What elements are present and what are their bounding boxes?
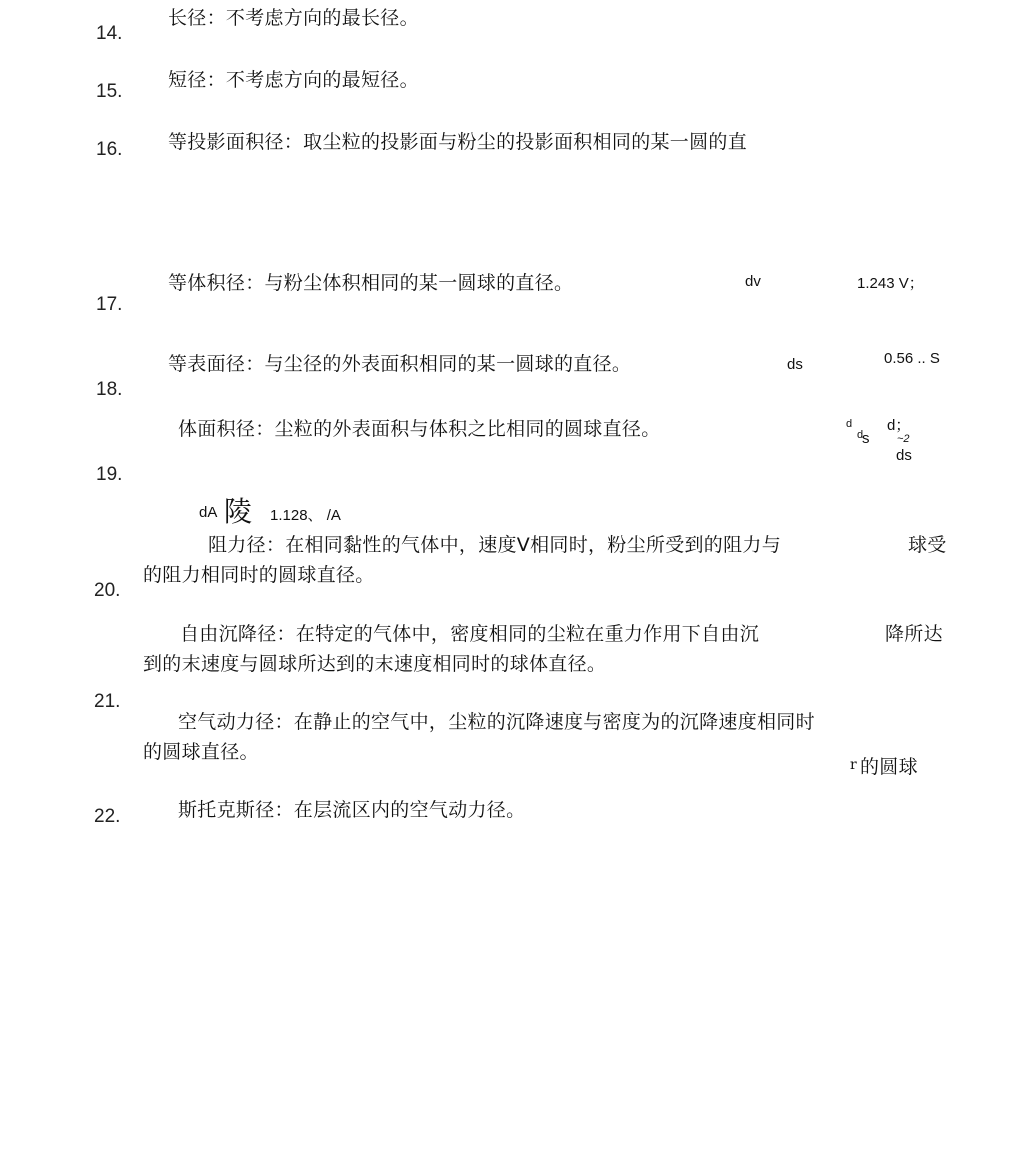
item-18-text: 等表面径：与尘径的外表面积相同的某一圆球的直径。	[168, 353, 632, 375]
item-19-number: 19.	[96, 464, 123, 485]
item-17-number: 17.	[96, 294, 123, 315]
item-15-number: 15.	[96, 81, 123, 102]
item-21-text-line2: 到的末速度与圆球所达到的末速度相同时的球体直径。	[143, 653, 607, 675]
item-20-number: 20.	[94, 580, 121, 601]
item-18-number: 18.	[96, 379, 123, 400]
dv-label: dv	[745, 273, 761, 290]
item-15-text: 短径：不考虑方向的最短径。	[168, 69, 419, 91]
item-22-text: 斯托克斯径：在层流区内的空气动力径。	[178, 799, 526, 821]
aero-text: 空气动力径：在静止的空气中，尘粒的沉降速度与密度为的沉降速度相同时	[178, 711, 815, 733]
item-19-text: 体面积径：尘粒的外表面积与体积之比相同的圆球直径。	[178, 418, 661, 440]
aero-aside-symbol: r	[850, 757, 857, 773]
aero-aside: 的圆球	[860, 756, 918, 778]
sv-d: d	[846, 418, 853, 430]
dv-value: 1.243 V；	[857, 275, 924, 292]
item-14-text: 长径：不考虑方向的最长径。	[168, 7, 419, 29]
item-17-text: 等体积径：与粉尘体积相同的某一圆球的直径。	[168, 272, 574, 294]
item-14-number: 14.	[96, 23, 123, 44]
ds-label: ds	[787, 356, 803, 373]
sv-s: s	[862, 430, 870, 447]
sv-numerator: d；	[887, 417, 911, 434]
item-21-text: 自由沉降径：在特定的气体中，密度相同的尘粒在重力作用下自由沉	[180, 623, 760, 645]
item-16-number: 16.	[96, 139, 123, 160]
item-16-text: 等投影面积径：取尘粒的投影面与粉尘的投影面积相同的某一圆的直	[168, 131, 748, 153]
item-20-text-right: 球受	[908, 534, 947, 556]
sv-exponent: ~2	[897, 433, 910, 445]
sv-denominator: ds	[896, 447, 912, 464]
da-label: dA	[199, 504, 218, 521]
item-21-number: 21.	[94, 691, 121, 712]
aero-text-line2: 的圆球直径。	[143, 741, 259, 763]
sv-sub-d: d	[857, 429, 864, 441]
item-22-number: 22.	[94, 806, 121, 827]
da-glyph: 陵	[224, 495, 253, 528]
item-20-text-line2: 的阻力相同时的圆球直径。	[143, 564, 375, 586]
item-20-text: 阻力径：在相同黏性的气体中，速度V相同时，粉尘所受到的阻力与	[208, 534, 781, 556]
ds-value: 0.56 .. S	[884, 350, 940, 367]
da-value: 1.128、 /A	[270, 507, 341, 524]
item-21-text-right: 降所达	[885, 623, 943, 645]
